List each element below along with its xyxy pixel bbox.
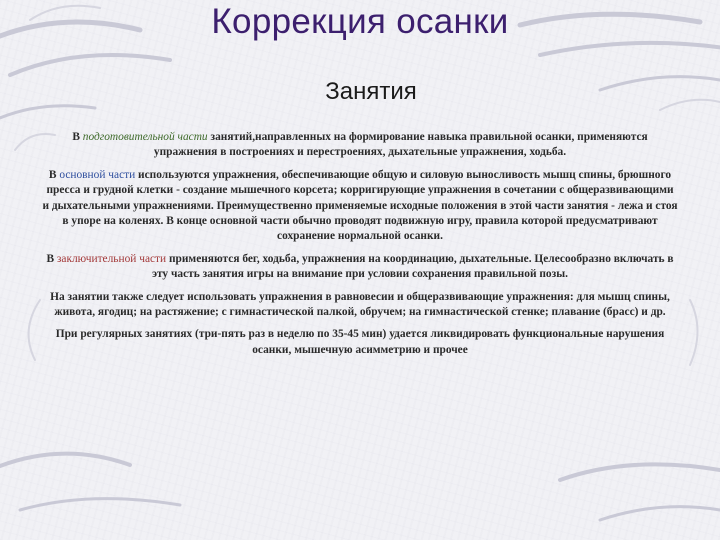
- paragraph-conclusion: При регулярных занятиях (три-пять раз в неделю по 35-45 мин) удается ликвидировать функциональные нарушения осанки, мышечную асимметрию и прочее: [55, 328, 665, 356]
- paragraph-text: В: [48, 168, 60, 181]
- paragraph-final: [42, 252, 678, 283]
- content-body: [42, 130, 678, 365]
- highlight-main-part: основной части: [59, 168, 136, 181]
- paragraph-additional-exercises: На занятии также следует использовать упражнения в равновесии и общеразвивающие упражнения: для мышц спины, живота, ягодиц; на растяжение; с гимнастической палкой, обручем; на гимнастической стенке; плавание (брасс) и др.: [50, 290, 670, 319]
- paragraph-text: применяются бег, ходьба, упражнения на координацию, дыхательные. Целесообразно включать в эту часть занятия игры на внимание при условии сохранения правильной позы.: [152, 252, 674, 281]
- highlight-final-part: заключительной части: [56, 252, 167, 265]
- paragraph-text: В: [72, 131, 83, 143]
- paragraph-text: В: [46, 252, 57, 265]
- paragraph-text: используются упражнения, обеспечивающие общую и силовую выносливость мышц спины, брюшного пресса и грудной клетки - создание мышечного корсета; корригирующие упражнения в сочетании с общеразвивающими и дыхательными упражнениями. Преимущественно применяемые исходные положения в этой части занятия - лежа и стоя в упоре на коленях. В конце основной части обычно проводят подвижную игру, правила которой предусматривают сохранение нормальной осанки.: [42, 168, 678, 243]
- paragraph-text: занятий,направленных на формирование навыка правильной осанки, применяются упражнения в построениях и перестроениях, дыхательные упражнения, ходьба.: [153, 131, 648, 159]
- page-title: Коррекция осанки: [211, 2, 509, 41]
- paragraph-main: [42, 168, 678, 245]
- paragraph-preparatory: [42, 130, 678, 161]
- highlight-preparatory-part: подготовительной части: [82, 131, 208, 143]
- section-subtitle: Занятия: [325, 78, 417, 105]
